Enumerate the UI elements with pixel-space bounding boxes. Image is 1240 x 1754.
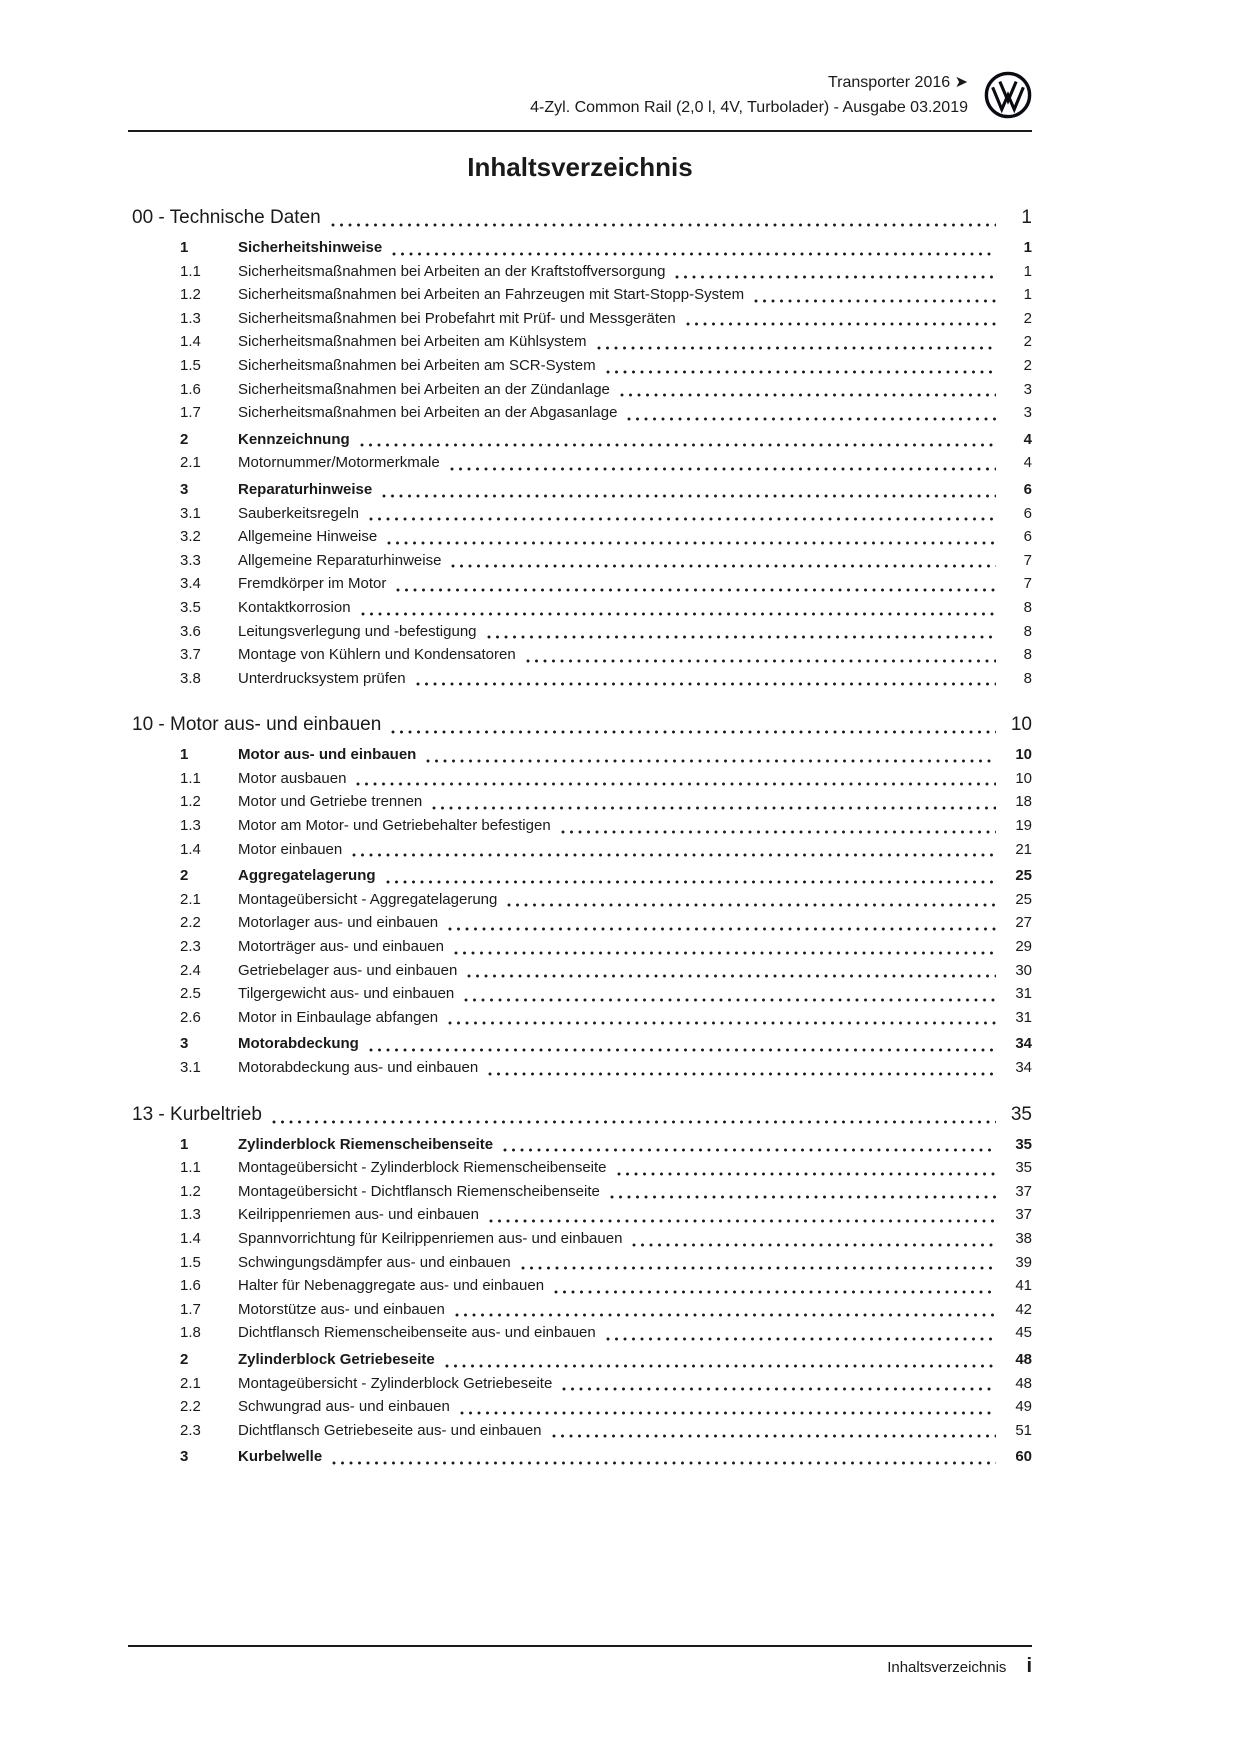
toc-section-row[interactable] — [128, 307, 1032, 331]
toc-section-page-number: 1 — [1023, 286, 1032, 304]
toc-section-row[interactable] — [128, 330, 1032, 354]
toc-section-page-number: 1 — [1023, 239, 1032, 256]
toc-leader-dots — [386, 880, 996, 884]
toc-section-page-number: 41 — [1015, 1277, 1032, 1295]
toc-section-page-number: 31 — [1015, 1008, 1032, 1026]
toc-leader-dots — [632, 1243, 996, 1247]
toc-section-row[interactable] — [128, 1133, 1032, 1157]
toc-section-title: Sicherheitsmaßnahmen bei Arbeiten an Fahrzeugen mit Start-Stopp-System — [238, 286, 745, 304]
toc-section-title: Dichtflansch Getriebeseite aus- und einbauen — [238, 1421, 542, 1439]
toc-leader-dots — [416, 682, 996, 686]
toc-section-page-number: 42 — [1015, 1300, 1032, 1318]
toc-section-number: 1.5 — [180, 1253, 201, 1271]
toc-section-number: 2.1 — [180, 890, 201, 908]
toc-section-title: Montage von Kühlern und Kondensatoren — [238, 646, 516, 664]
toc-section-page-number: 25 — [1015, 890, 1032, 908]
toc-section-number: 2 — [180, 867, 189, 885]
toc-section-row[interactable] — [128, 1056, 1032, 1080]
toc-section-number: 1.8 — [180, 1324, 201, 1342]
toc-section-title: Halter für Nebenaggregate aus- und einbauen — [238, 1277, 545, 1295]
toc-section-page-number: 25 — [1015, 867, 1032, 885]
toc-section-number: 2.5 — [180, 985, 201, 1003]
toc-section-title: Unterdrucksystem prüfen — [238, 669, 406, 687]
toc-section-title: Motorträger aus- und einbauen — [238, 938, 444, 956]
toc-section-number: 1 — [180, 746, 189, 764]
toc-section-title: Spannvorrichtung für Keilrippenriemen aus- und einbauen — [238, 1229, 623, 1247]
toc-section-number: 3.5 — [180, 598, 201, 616]
toc-chapter-row[interactable] — [128, 1102, 1032, 1128]
toc-section-title: Motor in Einbaulage abfangen — [238, 1008, 439, 1026]
toc-leader-dots — [382, 494, 996, 498]
toc-section-page-number: 31 — [1015, 985, 1032, 1003]
toc-leader-dots — [675, 275, 996, 279]
toc-leader-dots — [503, 1148, 996, 1152]
toc-leader-dots — [451, 564, 996, 568]
toc-section-row[interactable] — [128, 1395, 1032, 1419]
toc-leader-dots — [754, 299, 996, 303]
toc-section-page-number: 34 — [1015, 1035, 1032, 1053]
toc-section-number: 3 — [180, 480, 189, 498]
toc-section-number: 1.1 — [180, 262, 201, 280]
toc-section-page-number: 39 — [1015, 1253, 1032, 1271]
toc-section-title: Montageübersicht - Zylinderblock Riemenscheibenseite — [238, 1159, 607, 1177]
page-header — [128, 0, 1032, 132]
toc-section-page-number: 3 — [1023, 380, 1032, 398]
toc-section-number: 1.3 — [180, 1206, 201, 1224]
toc-leader-dots — [552, 1434, 996, 1438]
toc-section-page-number: 35 — [1015, 1135, 1032, 1153]
toc-section-row[interactable] — [128, 401, 1032, 425]
toc-section-number: 1.3 — [180, 817, 201, 835]
toc-section-page-number: 60 — [1015, 1448, 1032, 1466]
toc-section-number: 1.4 — [180, 1229, 201, 1247]
toc-section-title: Allgemeine Hinweise — [238, 528, 378, 546]
toc-section-page-number: 37 — [1015, 1182, 1032, 1200]
toc-section-number: 2.3 — [180, 1421, 201, 1439]
toc-leader-dots — [686, 322, 996, 326]
vw-logo-icon — [984, 71, 1032, 119]
toc-section-title: Zylinderblock Riemenscheibenseite — [238, 1135, 494, 1153]
toc-section-row[interactable] — [128, 743, 1032, 767]
toc-section-row[interactable] — [128, 260, 1032, 284]
toc-section-row[interactable] — [128, 1203, 1032, 1227]
toc-section-title: Reparaturhinweise — [238, 480, 373, 498]
toc-section-page-number: 34 — [1015, 1059, 1032, 1076]
toc-section-page-number: 48 — [1015, 1350, 1032, 1368]
toc-section-number: 3.3 — [180, 551, 201, 569]
toc-section-number: 3.4 — [180, 575, 201, 593]
toc-section-title: Keilrippenriemen aus- und einbauen — [238, 1206, 479, 1224]
toc-leader-dots — [454, 951, 996, 955]
toc-section-title: Getriebelager aus- und einbauen — [238, 961, 458, 979]
header-text — [530, 70, 968, 120]
toc-section-number: 2.3 — [180, 938, 201, 956]
toc-section-row[interactable] — [128, 864, 1032, 888]
toc-section-title: Leitungsverlegung und -befestigung — [238, 622, 477, 640]
toc-leader-dots — [432, 806, 996, 810]
toc-section-page-number: 6 — [1023, 504, 1032, 522]
toc-section-title: Sicherheitsmaßnahmen bei Arbeiten an der Abgasanlage — [238, 404, 618, 422]
toc-section-number: 1.7 — [180, 404, 201, 422]
toc-section-title: Motorabdeckung — [238, 1035, 359, 1053]
toc-leader-dots — [426, 759, 996, 763]
toc-section-title: Sicherheitsmaßnahmen bei Arbeiten am Kühlsystem — [238, 333, 587, 351]
header-model-line: Transporter 2016 ➤ — [828, 74, 968, 91]
toc-section-title: Fremdkörper im Motor — [238, 575, 387, 593]
toc-section-title: Sicherheitsmaßnahmen bei Arbeiten an der Kraftstoffversorgung — [238, 262, 666, 280]
toc-section-row[interactable] — [128, 620, 1032, 644]
toc-section-page-number: 29 — [1015, 938, 1032, 956]
toc-section-number: 2.6 — [180, 1008, 201, 1026]
toc-section-row[interactable] — [128, 1006, 1032, 1030]
toc-section-page-number: 2 — [1023, 356, 1032, 374]
toc-section-title: Montageübersicht - Aggregatelagerung — [238, 890, 498, 908]
toc-section-number: 1.2 — [180, 793, 201, 811]
toc-leader-dots — [392, 252, 996, 256]
toc-section-page-number: 3 — [1023, 404, 1032, 422]
toc-section-row[interactable] — [128, 1274, 1032, 1298]
toc-section-page-number: 38 — [1015, 1229, 1032, 1247]
toc-section-page-number: 8 — [1023, 669, 1032, 687]
toc-section-page-number: 49 — [1015, 1398, 1032, 1416]
toc-section-row[interactable] — [128, 911, 1032, 935]
toc-leader-dots — [597, 346, 996, 350]
toc-leader-dots — [487, 635, 996, 639]
toc-section-number: 1.1 — [180, 769, 201, 787]
toc-section-title: Motor ausbauen — [238, 769, 347, 787]
toc-leader-dots — [369, 1048, 996, 1052]
toc-leader-dots — [272, 1120, 996, 1124]
toc-section-number: 2 — [180, 430, 189, 448]
toc-leader-dots — [369, 517, 996, 521]
toc-leader-dots — [356, 782, 996, 786]
toc-section-number: 3.6 — [180, 622, 201, 640]
toc-section-page-number: 37 — [1015, 1206, 1032, 1224]
toc-leader-dots — [526, 659, 996, 663]
toc-section-page-number: 6 — [1023, 480, 1032, 498]
toc-section-number: 1.6 — [180, 380, 201, 398]
toc-leader-dots — [331, 223, 996, 227]
toc-section-title: Motorlager aus- und einbauen — [238, 914, 439, 932]
toc-section-number: 3.1 — [180, 504, 201, 522]
toc-section-page-number: 4 — [1023, 430, 1032, 448]
toc-section-row[interactable] — [128, 1156, 1032, 1180]
toc-section-number: 3.8 — [180, 669, 201, 687]
toc-leader-dots — [606, 1337, 996, 1341]
toc-section-row[interactable] — [128, 888, 1032, 912]
toc-leader-dots — [617, 1172, 996, 1176]
toc-section-row[interactable] — [128, 478, 1032, 502]
toc-section-row[interactable] — [128, 838, 1032, 862]
toc-chapter-page-number: 10 — [1010, 714, 1032, 736]
toc-section-title: Motor am Motor- und Getriebehalter befestigen — [238, 817, 551, 835]
toc-section-row[interactable] — [128, 767, 1032, 791]
toc-leader-dots — [467, 974, 996, 978]
toc-section-row[interactable] — [128, 502, 1032, 526]
toc-section-page-number: 30 — [1015, 961, 1032, 979]
toc-section-page-number: 1 — [1023, 262, 1032, 280]
toc-section-number: 3.7 — [180, 646, 201, 664]
toc-section-page-number: 35 — [1015, 1159, 1032, 1177]
toc-leader-dots — [361, 612, 996, 616]
toc-chapter-row[interactable] — [128, 712, 1032, 738]
toc-leader-dots — [464, 998, 996, 1002]
toc-section-row[interactable] — [128, 451, 1032, 475]
toc-leader-dots — [606, 370, 996, 374]
toc-section-row[interactable] — [128, 1445, 1032, 1469]
toc-chapter-label: 00 - Technische Daten — [132, 207, 321, 228]
toc-section-number: 3.2 — [180, 528, 201, 546]
toc-section-row[interactable] — [128, 667, 1032, 691]
toc-section-number: 1.3 — [180, 309, 201, 327]
toc-section-page-number: 27 — [1015, 914, 1032, 932]
toc-section-title: Sicherheitshinweise — [238, 239, 383, 256]
toc-section-page-number: 18 — [1015, 793, 1032, 811]
toc-chapter-page-number: 1 — [1021, 207, 1032, 228]
toc-section-row[interactable] — [128, 1298, 1032, 1322]
toc-section-number: 1.4 — [180, 333, 201, 351]
toc-leader-dots — [391, 730, 996, 734]
toc-section-title: Sauberkeitsregeln — [238, 504, 359, 522]
toc-section-number: 1.2 — [180, 1182, 201, 1200]
toc-section-row[interactable] — [128, 1372, 1032, 1396]
toc-chapter-page-number: 35 — [1010, 1103, 1032, 1125]
toc-section-title: Montageübersicht - Zylinderblock Getriebeseite — [238, 1374, 553, 1392]
toc-section-page-number: 4 — [1023, 454, 1032, 472]
toc-section-title: Schwungrad aus- und einbauen — [238, 1398, 450, 1416]
toc-leader-dots — [448, 1021, 996, 1025]
toc-section-number: 2.1 — [180, 1374, 201, 1392]
toc-section-row[interactable] — [128, 549, 1032, 573]
toc-section-row[interactable] — [128, 354, 1032, 378]
toc-section-row[interactable] — [128, 525, 1032, 549]
toc-section-number: 1.4 — [180, 840, 201, 858]
toc-section-row[interactable] — [128, 814, 1032, 838]
toc-section-title: Motorabdeckung aus- und einbauen — [238, 1059, 479, 1076]
toc-section-title: Sicherheitsmaßnahmen bei Probefahrt mit Prüf- und Messgeräten — [238, 309, 676, 327]
toc-section-row[interactable] — [128, 935, 1032, 959]
toc-section-row[interactable] — [128, 283, 1032, 307]
toc-section-number: 1 — [180, 239, 189, 256]
toc-leader-dots — [455, 1313, 996, 1317]
toc-section-number: 3.1 — [180, 1059, 201, 1076]
header-engine-line: 4-Zyl. Common Rail (2,0 l, 4V, Turbolader) - Ausgabe 03.2019 — [530, 99, 968, 116]
toc-section-title: Allgemeine Reparaturhinweise — [238, 551, 442, 569]
toc-leader-dots — [627, 417, 996, 421]
toc-chapter-label: 10 - Motor aus- und einbauen — [132, 714, 382, 736]
toc-section-title: Dichtflansch Riemenscheibenseite aus- und einbauen — [238, 1324, 596, 1342]
toc-section-number: 2.1 — [180, 454, 201, 472]
toc-section-title: Kurbelwelle — [238, 1448, 323, 1466]
toc-chapter-label: 13 - Kurbeltrieb — [132, 1103, 262, 1125]
page-footer — [128, 1645, 1032, 1678]
toc-leader-dots — [562, 1387, 996, 1391]
toc-section-number: 1.5 — [180, 356, 201, 374]
toc-leader-dots — [460, 1411, 996, 1415]
toc-section-number: 1.1 — [180, 1159, 201, 1177]
toc-section-row[interactable] — [128, 378, 1032, 402]
toc-section-title: Zylinderblock Getriebeseite — [238, 1350, 435, 1368]
toc-leader-dots — [445, 1364, 996, 1368]
toc-section-page-number: 10 — [1015, 746, 1032, 764]
toc-leader-dots — [360, 443, 996, 447]
toc-section-page-number: 2 — [1023, 309, 1032, 327]
toc-leader-dots — [448, 927, 996, 931]
toc-section-row[interactable] — [128, 236, 1032, 260]
toc-section-title: Sicherheitsmaßnahmen bei Arbeiten an der Zündanlage — [238, 380, 610, 398]
toc-section-page-number: 21 — [1015, 840, 1032, 858]
toc-section-row[interactable] — [128, 596, 1032, 620]
page-title: Inhaltsverzeichnis — [467, 152, 693, 182]
toc-section-number: 3 — [180, 1035, 189, 1053]
toc-section-row[interactable] — [128, 1032, 1032, 1056]
toc-section-title: Motor einbauen — [238, 840, 343, 858]
toc-chapter-row[interactable] — [128, 205, 1032, 231]
toc-section-row[interactable] — [128, 1180, 1032, 1204]
toc-section-title: Aggregatelagerung — [238, 867, 376, 885]
toc-section-title: Sicherheitsmaßnahmen bei Arbeiten am SCR-System — [238, 356, 596, 374]
toc-section-row[interactable] — [128, 790, 1032, 814]
toc-section-page-number: 7 — [1023, 575, 1032, 593]
toc-leader-dots — [332, 1461, 996, 1465]
toc-section-title: Motornummer/Motormerkmale — [238, 454, 440, 472]
toc-section-page-number: 10 — [1015, 769, 1032, 787]
toc-section-number: 2.4 — [180, 961, 201, 979]
toc-section-row[interactable] — [128, 959, 1032, 983]
toc-section-number: 2.2 — [180, 914, 201, 932]
toc-section-number: 1.2 — [180, 286, 201, 304]
toc-section-page-number: 6 — [1023, 528, 1032, 546]
toc-section-page-number: 8 — [1023, 598, 1032, 616]
toc-section-row[interactable] — [128, 428, 1032, 452]
toc-section-page-number: 8 — [1023, 622, 1032, 640]
toc-section-title: Tilgergewicht aus- und einbauen — [238, 985, 455, 1003]
toc-section-page-number: 48 — [1015, 1374, 1032, 1392]
toc-section-number: 1 — [180, 1135, 189, 1153]
toc-leader-dots — [521, 1266, 996, 1270]
toc-section-page-number: 2 — [1023, 333, 1032, 351]
toc-section-row[interactable] — [128, 643, 1032, 667]
toc-section-row[interactable] — [128, 1419, 1032, 1443]
footer-label: Inhaltsverzeichnis — [887, 1659, 1007, 1676]
toc-section-title: Motor aus- und einbauen — [238, 746, 417, 764]
table-of-contents — [128, 205, 1032, 1469]
toc-section-page-number: 19 — [1015, 817, 1032, 835]
page-content — [128, 0, 1032, 1469]
toc-section-page-number: 8 — [1023, 646, 1032, 664]
toc-leader-dots — [610, 1195, 996, 1199]
toc-section-page-number: 7 — [1023, 551, 1032, 569]
toc-leader-dots — [352, 853, 996, 857]
toc-section-title: Motorstütze aus- und einbauen — [238, 1300, 445, 1318]
toc-section-title: Motor und Getriebe trennen — [238, 793, 423, 811]
toc-section-number: 1.7 — [180, 1300, 201, 1318]
toc-section-title: Kontaktkorrosion — [238, 598, 351, 616]
toc-leader-dots — [561, 830, 996, 834]
toc-section-page-number: 45 — [1015, 1324, 1032, 1342]
toc-section-number: 2.2 — [180, 1398, 201, 1416]
toc-section-title: Kennzeichnung — [238, 430, 350, 448]
toc-section-row[interactable] — [128, 1321, 1032, 1345]
toc-section-title: Schwingungsdämpfer aus- und einbauen — [238, 1253, 511, 1271]
toc-section-number: 2 — [180, 1350, 189, 1368]
toc-section-title: Montageübersicht - Dichtflansch Riemenscheibenseite — [238, 1182, 600, 1200]
toc-section-number: 1.6 — [180, 1277, 201, 1295]
toc-section-row[interactable] — [128, 572, 1032, 596]
toc-leader-dots — [507, 903, 996, 907]
toc-section-row[interactable] — [128, 1251, 1032, 1275]
toc-section-row[interactable] — [128, 1348, 1032, 1372]
toc-leader-dots — [488, 1072, 996, 1076]
toc-leader-dots — [620, 393, 996, 397]
toc-leader-dots — [396, 588, 996, 592]
toc-section-page-number: 51 — [1015, 1421, 1032, 1439]
toc-section-number: 3 — [180, 1448, 189, 1466]
toc-leader-dots — [387, 541, 996, 545]
toc-section-row[interactable] — [128, 982, 1032, 1006]
footer-page-number: i — [1026, 1655, 1032, 1677]
toc-section-row[interactable] — [128, 1227, 1032, 1251]
toc-leader-dots — [489, 1219, 996, 1223]
toc-leader-dots — [450, 467, 996, 471]
toc-leader-dots — [554, 1290, 996, 1294]
